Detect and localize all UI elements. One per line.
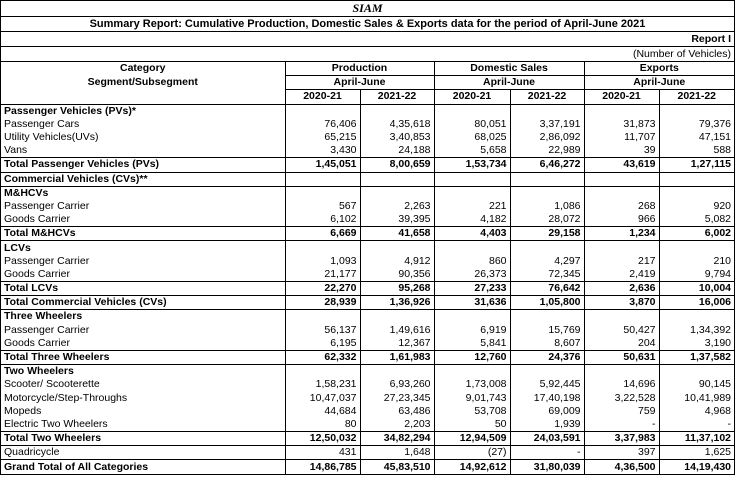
cell-value [659, 365, 734, 379]
header-row-groups [1, 62, 734, 76]
cell-value: 10,41,989 [659, 392, 734, 405]
cell-value [285, 365, 360, 379]
header-row-period [1, 76, 734, 90]
row-label: Passenger Carrier [4, 323, 90, 336]
year-col: 2021-22 [510, 90, 584, 104]
cell-value: 28,939 [285, 296, 360, 310]
cell-value: 3,40,853 [360, 131, 434, 144]
total-row [1, 227, 734, 241]
cell-value: 22,989 [510, 144, 584, 158]
cell-value: 1,093 [285, 255, 360, 268]
cell-value: 1,27,115 [659, 158, 734, 172]
cell-value: 50 [434, 418, 510, 432]
cell-value: 10,004 [659, 282, 734, 296]
section-row [1, 310, 734, 324]
cell-value: 6,46,272 [510, 158, 584, 172]
cell-value: 3,22,528 [584, 392, 659, 405]
row-label: Vans [4, 144, 28, 157]
row-label: Scooter/ Scooterette [4, 378, 100, 391]
cell-value: 920 [659, 200, 734, 213]
cell-value: 1,45,051 [285, 158, 360, 172]
table-row [1, 392, 734, 405]
data-table [1, 61, 734, 474]
cell-value [510, 172, 584, 186]
total-row [1, 158, 734, 172]
cell-value: 759 [584, 405, 659, 418]
production-header: Production [285, 62, 434, 76]
cell-value: 1,086 [510, 200, 584, 213]
cell-value: 1,648 [360, 446, 434, 460]
cell-value [434, 241, 510, 255]
row-label: Two Wheelers [1, 365, 285, 379]
cell-value: 2,203 [360, 418, 434, 432]
row-label: LCVs [1, 241, 285, 255]
cell-value: 44,684 [285, 405, 360, 418]
cell-value: 6,195 [285, 337, 360, 351]
cell-value: 4,403 [434, 227, 510, 241]
cell-value [510, 241, 584, 255]
cell-value: 9,794 [659, 268, 734, 282]
cell-value: 24,376 [510, 350, 584, 364]
cell-value: 76,406 [285, 118, 360, 131]
cell-value: 80 [285, 418, 360, 432]
cell-value [659, 241, 734, 255]
cell-value: 567 [285, 200, 360, 213]
row-label: Three Wheelers [1, 310, 285, 324]
cell-value: 4,968 [659, 405, 734, 418]
table-row [1, 268, 734, 282]
table-row [1, 337, 734, 351]
cell-value: 15,769 [510, 324, 584, 337]
cell-value [510, 310, 584, 324]
row-label: Utility Vehicles(UVs) [4, 131, 99, 144]
cell-value: 69,009 [510, 405, 584, 418]
total-row [1, 460, 734, 474]
cell-value: 90,145 [659, 378, 734, 391]
cell-value: 21,177 [285, 268, 360, 282]
category-header: Category [1, 62, 285, 76]
cell-value: 860 [434, 255, 510, 268]
row-label: Mopeds [4, 404, 42, 417]
cell-value: 34,82,294 [360, 432, 434, 446]
cell-value: 4,35,618 [360, 118, 434, 131]
cell-value: 217 [584, 255, 659, 268]
cell-value [659, 104, 734, 118]
year-col: 2020-21 [285, 90, 360, 104]
cell-value: 6,002 [659, 227, 734, 241]
row-label: Passenger Carrier [4, 254, 90, 267]
cell-value: 5,92,445 [510, 378, 584, 391]
cell-value: 1,05,800 [510, 296, 584, 310]
year-col: 2021-22 [360, 90, 434, 104]
cell-value: 31,636 [434, 296, 510, 310]
cell-value [360, 365, 434, 379]
table-row [1, 446, 734, 460]
cell-value [659, 172, 734, 186]
cell-value [434, 310, 510, 324]
cell-value: 8,00,659 [360, 158, 434, 172]
cell-value: 1,73,008 [434, 378, 510, 391]
cell-value [360, 310, 434, 324]
cell-value: 12,94,509 [434, 432, 510, 446]
cell-value: 14,19,430 [659, 460, 734, 474]
cell-value: 50,631 [584, 350, 659, 364]
cell-value: 28,072 [510, 213, 584, 227]
section-row [1, 365, 734, 379]
cell-value: 397 [584, 446, 659, 460]
org-title: SIAM [1, 1, 734, 17]
cell-value: 50,427 [584, 324, 659, 337]
cell-value: 4,297 [510, 255, 584, 268]
cell-value: 8,607 [510, 337, 584, 351]
exports-period: April-June [584, 76, 734, 90]
cell-value: 24,188 [360, 144, 434, 158]
total-row [1, 432, 734, 446]
cell-value: 68,025 [434, 131, 510, 144]
cell-value [659, 310, 734, 324]
cell-value: 63,486 [360, 405, 434, 418]
production-period: April-June [285, 76, 434, 90]
row-label: Total Passenger Vehicles (PVs) [1, 158, 285, 172]
cell-value: 4,912 [360, 255, 434, 268]
table-row [1, 405, 734, 418]
row-label: Quadricycle [1, 446, 285, 460]
cell-value: 4,182 [434, 213, 510, 227]
row-label: Motorcycle/Step-Throughs [4, 391, 128, 404]
unit-note: (Number of Vehicles) [632, 48, 731, 60]
cell-value: 1,234 [584, 227, 659, 241]
cell-value [584, 186, 659, 200]
cell-value [584, 365, 659, 379]
cell-value: 39 [584, 144, 659, 158]
cell-value: 27,23,345 [360, 392, 434, 405]
table-row [1, 213, 734, 227]
cell-value: 12,760 [434, 350, 510, 364]
row-label: Total LCVs [1, 282, 285, 296]
table-row [1, 418, 734, 432]
cell-value: 79,376 [659, 118, 734, 131]
cell-value [434, 365, 510, 379]
cell-value [584, 172, 659, 186]
cell-value: 56,137 [285, 324, 360, 337]
cell-value: - [510, 446, 584, 460]
cell-value: 3,190 [659, 337, 734, 351]
year-col: 2021-22 [659, 90, 734, 104]
header-row-years [1, 90, 734, 104]
cell-value: 588 [659, 144, 734, 158]
exports-header: Exports [584, 62, 734, 76]
row-label: Goods Carrier [4, 213, 70, 226]
cell-value [659, 186, 734, 200]
cell-value: 14,92,612 [434, 460, 510, 474]
domestic-period: April-June [434, 76, 584, 90]
total-row [1, 282, 734, 296]
cell-value: 1,49,616 [360, 324, 434, 337]
cell-value: 14,86,785 [285, 460, 360, 474]
cell-value [510, 365, 584, 379]
cell-value: 10,47,037 [285, 392, 360, 405]
row-label: M&HCVs [1, 186, 285, 200]
cell-value [510, 186, 584, 200]
cell-value: 6,102 [285, 213, 360, 227]
section-row [1, 241, 734, 255]
cell-value [285, 172, 360, 186]
cell-value: 6,669 [285, 227, 360, 241]
row-label: Grand Total of All Categories [1, 460, 285, 474]
cell-value: 39,395 [360, 213, 434, 227]
report-title: Summary Report: Cumulative Production, Domestic Sales & Exports data for the period of April-June 2021 [1, 17, 734, 32]
cell-value [510, 104, 584, 118]
cell-value: (27) [434, 446, 510, 460]
section-row [1, 104, 734, 118]
total-row [1, 296, 734, 310]
row-label: Passenger Vehicles (PVs)* [1, 104, 285, 118]
cell-value: 31,80,039 [510, 460, 584, 474]
table-row [1, 200, 734, 213]
cell-value: 204 [584, 337, 659, 351]
cell-value: 62,332 [285, 350, 360, 364]
section-row [1, 172, 734, 186]
cell-value: - [584, 418, 659, 432]
cell-value: 80,051 [434, 118, 510, 131]
cell-value: 41,658 [360, 227, 434, 241]
cell-value [360, 104, 434, 118]
cell-value: 1,625 [659, 446, 734, 460]
cell-value [285, 310, 360, 324]
cell-value: 24,03,591 [510, 432, 584, 446]
cell-value: 12,50,032 [285, 432, 360, 446]
row-label: Total M&HCVs [1, 227, 285, 241]
row-label: Total Two Wheelers [1, 432, 285, 446]
row-label: Passenger Carrier [4, 199, 90, 212]
cell-value: 16,006 [659, 296, 734, 310]
cell-value: 1,58,231 [285, 378, 360, 391]
cell-value: 221 [434, 200, 510, 213]
cell-value: 431 [285, 446, 360, 460]
row-label: Electric Two Wheelers [4, 417, 108, 430]
year-col: 2020-21 [584, 90, 659, 104]
cell-value [434, 186, 510, 200]
cell-value: 90,356 [360, 268, 434, 282]
cell-value [360, 241, 434, 255]
row-label: Total Three Wheelers [1, 350, 285, 364]
report-id: Report I [1, 32, 734, 47]
cell-value [285, 104, 360, 118]
table-row [1, 118, 734, 131]
cell-value [434, 172, 510, 186]
cell-value: 966 [584, 213, 659, 227]
cell-value: 3,37,191 [510, 118, 584, 131]
cell-value: 1,939 [510, 418, 584, 432]
cell-value: 76,642 [510, 282, 584, 296]
total-row [1, 350, 734, 364]
cell-value: 65,215 [285, 131, 360, 144]
cell-value: 3,870 [584, 296, 659, 310]
row-label: Commercial Vehicles (CVs)** [1, 172, 285, 186]
cell-value: 2,263 [360, 200, 434, 213]
segment-header: Segment/Subsegment [87, 76, 198, 89]
cell-value: 268 [584, 200, 659, 213]
cell-value [584, 310, 659, 324]
row-label: Total Commercial Vehicles (CVs) [1, 296, 285, 310]
cell-value: 72,345 [510, 268, 584, 282]
table-row [1, 378, 734, 391]
cell-value: 31,873 [584, 118, 659, 131]
cell-value: 2,636 [584, 282, 659, 296]
cell-value: 5,841 [434, 337, 510, 351]
cell-value: 47,151 [659, 131, 734, 144]
cell-value: 4,36,500 [584, 460, 659, 474]
cell-value [584, 104, 659, 118]
cell-value [360, 172, 434, 186]
cell-value: 53,708 [434, 405, 510, 418]
table-row [1, 324, 734, 337]
domestic-sales-header: Domestic Sales [434, 62, 584, 76]
cell-value: 2,419 [584, 268, 659, 282]
cell-value: 6,919 [434, 324, 510, 337]
cell-value: 2,86,092 [510, 131, 584, 144]
cell-value: 9,01,743 [434, 392, 510, 405]
cell-value: 11,707 [584, 131, 659, 144]
cell-value [434, 104, 510, 118]
cell-value: 45,83,510 [360, 460, 434, 474]
cell-value [285, 241, 360, 255]
cell-value: 22,270 [285, 282, 360, 296]
cell-value: 14,696 [584, 378, 659, 391]
cell-value: 11,37,102 [659, 432, 734, 446]
cell-value [285, 186, 360, 200]
cell-value [584, 241, 659, 255]
cell-value: 29,158 [510, 227, 584, 241]
cell-value: 43,619 [584, 158, 659, 172]
cell-value: 5,082 [659, 213, 734, 227]
row-label: Goods Carrier [4, 267, 70, 280]
cell-value [360, 186, 434, 200]
cell-value: 1,37,582 [659, 350, 734, 364]
cell-value: 1,36,926 [360, 296, 434, 310]
cell-value: 17,40,198 [510, 392, 584, 405]
cell-value: 3,37,983 [584, 432, 659, 446]
row-label: Passenger Cars [4, 117, 80, 130]
cell-value: 1,53,734 [434, 158, 510, 172]
cell-value: 12,367 [360, 337, 434, 351]
cell-value: 1,34,392 [659, 324, 734, 337]
cell-value: 6,93,260 [360, 378, 434, 391]
cell-value: 95,268 [360, 282, 434, 296]
year-col: 2020-21 [434, 90, 510, 104]
cell-value: 26,373 [434, 268, 510, 282]
table-row [1, 131, 734, 144]
table-row [1, 144, 734, 158]
cell-value: 3,430 [285, 144, 360, 158]
table-row [1, 255, 734, 268]
cell-value: - [659, 418, 734, 432]
cell-value: 27,233 [434, 282, 510, 296]
row-label: Goods Carrier [4, 336, 70, 349]
cell-value: 1,61,983 [360, 350, 434, 364]
section-row [1, 186, 734, 200]
table-body [1, 104, 734, 474]
cell-value: 210 [659, 255, 734, 268]
cell-value: 5,658 [434, 144, 510, 158]
